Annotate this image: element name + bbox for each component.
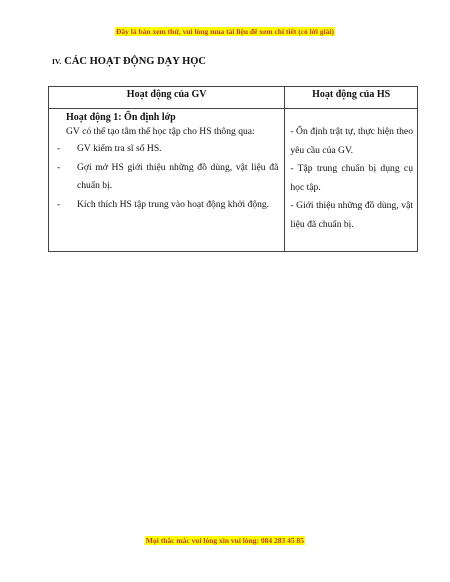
list-item-text: Kích thích HS tập trung vào hoạt động khởi động. [77,198,270,210]
section-heading [52,56,206,67]
preview-notice-text: Đây là bản xem thử, vui lòng mua tài liệu để xem chi tiết (có lời giải) [115,27,335,36]
activities-table [48,86,418,252]
dash-bullet: - [57,143,61,154]
table-row [49,109,418,252]
table-header-row [49,87,418,109]
list-item [55,196,278,215]
list-item [55,140,278,159]
student-item: - Giới thiệu những đồ dùng, vật liệu đã chuẩn bị. [290,200,413,230]
contact-text: Mọi thắc mắc vui lòng xin vui lòng: 084 283 45 85 [145,536,305,545]
student-item: - Ổn định trật tự, thực hiện theo yêu cầu của GV. [290,126,413,156]
list-item-text: GV kiểm tra sĩ số HS. [77,143,162,154]
list-item-text: Gợi mở HS giới thiệu những đồ dùng, vật liệu đã chuẩn bị. [77,161,279,191]
section-number: IV. [52,57,62,66]
dash-bullet: - [57,161,61,173]
teacher-activities-cell [49,109,285,252]
header-student-activities: Hoạt động của HS [285,87,418,109]
teacher-activity-list [55,140,278,214]
header-teacher-activities: Hoạt động của GV [49,87,285,109]
student-item: - Tập trung chuẩn bị dụng cụ học tập. [290,163,413,193]
student-activities-cell [285,109,418,252]
section-title: CÁC HOẠT ĐỘNG DẠY HỌC [64,56,207,67]
preview-notice-banner [0,27,450,36]
contact-banner [0,536,450,545]
activity-title: Hoạt động 1: Ổn định lớp [66,112,176,123]
dash-bullet: - [57,198,61,210]
teacher-intro-text: GV có thể tạo tâm thế học tập cho HS thông qua: [66,126,255,137]
list-item [55,159,278,196]
